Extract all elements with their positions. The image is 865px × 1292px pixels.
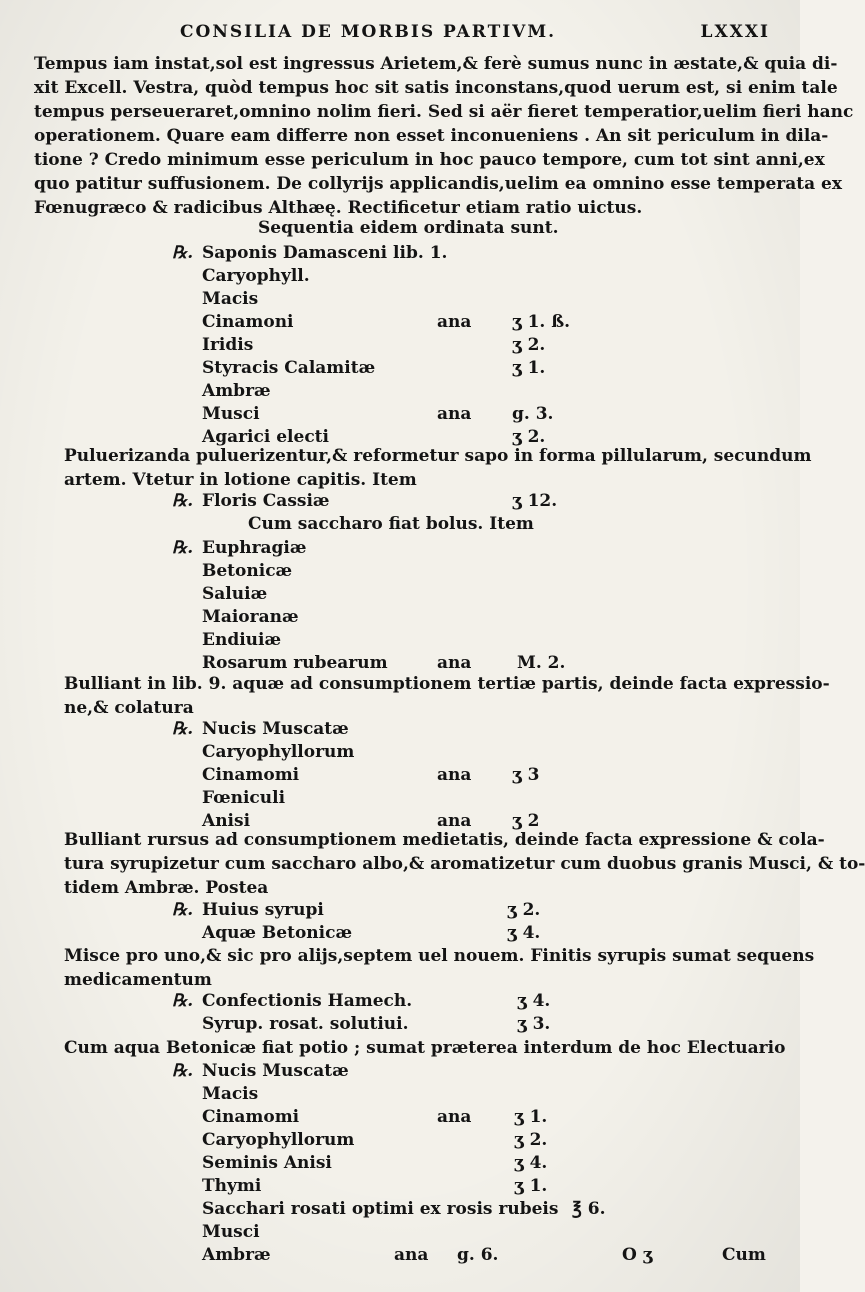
text-line: tione ? Credo minimum esse periculum in hoc pauco tempore, cum tot sint anni,ex <box>34 150 825 170</box>
text-line: Bulliant rursus ad consumptionem medietatis, deinde facta expressione & cola- <box>64 830 825 850</box>
recipe-row <box>172 922 732 945</box>
ingredient: Styracis Calamitæ <box>202 358 376 378</box>
ingredient: Thymi <box>202 1176 262 1196</box>
ingredient: Fœniculi <box>202 788 286 808</box>
text-line: medicamentum <box>64 970 212 990</box>
text-line: artem. Vtetur in lotione capitis. Item <box>64 470 417 490</box>
text-line: Tempus iam instat,sol est ingressus Arietem,& ferè sumus nunc in æstate,& quia di- <box>34 54 838 74</box>
ingredient: Aquæ Betonicæ <box>202 923 353 943</box>
paragraph-misce <box>64 944 815 992</box>
ingredient: Anisi <box>202 811 251 831</box>
ingredient: Rosarum rubearum <box>202 653 388 673</box>
ingredient: Caryophyllorum <box>202 1130 355 1150</box>
ana-marker: ana <box>437 765 472 785</box>
recipe-row <box>172 1244 732 1267</box>
recipe-row <box>172 1013 732 1036</box>
ingredient: Caryophyllorum <box>202 742 355 762</box>
ingredient: Endiuiæ <box>202 630 282 650</box>
recipe-row <box>172 1106 732 1129</box>
quantity: ʒ 2. <box>514 1130 548 1150</box>
show-through-texture <box>70 262 75 281</box>
quantity: ʒ 12. <box>512 491 558 511</box>
recipe-row <box>172 583 732 606</box>
ingredient: Cinamomi <box>202 1107 300 1127</box>
final-mark: O ʒ <box>622 1245 653 1265</box>
ana-marker: ana <box>437 653 472 673</box>
ingredient: Musci <box>202 1222 260 1242</box>
recipe-symbol: ℞. <box>172 719 194 739</box>
ingredient: Ambræ <box>202 381 271 401</box>
ingredient: Huius syrupi <box>202 900 324 920</box>
paragraph-boiling <box>64 672 830 720</box>
ingredient: Musci <box>202 404 260 424</box>
recipe-1 <box>172 242 732 449</box>
quantity: ʒ 1. <box>514 1176 548 1196</box>
ana-marker: ana <box>394 1245 429 1265</box>
text-line: Cum aqua Betonicæ fiat potio ; sumat præterea interdum de hoc Electuario <box>64 1038 786 1058</box>
ingredient: Maioranæ <box>202 607 299 627</box>
running-title: CONSILIA DE MORBIS PARTIVM. <box>180 22 557 42</box>
recipe-row <box>172 311 732 334</box>
recipe-row <box>172 1060 732 1083</box>
recipe-row <box>172 490 732 513</box>
text-line: tempus perseueraret,omnino nolim fieri. Sed si aër fieret temperatior,uelim fieri hanc <box>34 102 854 122</box>
quantity: ʒ 1. <box>512 358 546 378</box>
quantity: ʒ 1. ß. <box>512 312 571 332</box>
recipe-symbol: ℞. <box>172 491 194 511</box>
ingredient: Seminis Anisi <box>202 1153 332 1173</box>
recipe-symbol: ℞. <box>172 538 194 558</box>
recipe-row <box>172 764 732 787</box>
recipe-symbol: ℞. <box>172 991 194 1011</box>
text-line: Puluerizanda puluerizentur,& reformetur sapo in forma pillularum, secundum <box>64 446 812 466</box>
ingredient: Confectionis Hamech. <box>202 991 413 1011</box>
quantity: ℥ 6. <box>572 1199 606 1219</box>
quantity: ʒ 2 <box>512 811 540 831</box>
ana-marker: ana <box>437 1107 472 1127</box>
recipe-row <box>172 380 732 403</box>
recipe-row <box>172 1083 732 1106</box>
quantity: ʒ 2. <box>512 335 546 355</box>
text-line: operationem. Quare eam differre non esset inconueniens . An sit periculum in dila- <box>34 126 829 146</box>
recipe-row <box>172 288 732 311</box>
recipe-row <box>172 560 732 583</box>
quantity: ʒ 2. <box>512 427 546 447</box>
recipe-row <box>172 357 732 380</box>
recipe-7 <box>172 1060 732 1267</box>
recipe-5 <box>172 899 732 945</box>
ingredient: Nucis Muscatæ <box>202 1061 349 1081</box>
page-header <box>180 22 770 46</box>
text-line: Fœnugræco & radicibus Althæę. Rectificetur etiam ratio uictus. <box>34 198 643 218</box>
ingredient: Betonicæ <box>202 561 293 581</box>
quantity: ʒ 4. <box>507 923 541 943</box>
catchword: Cum <box>722 1245 766 1265</box>
recipe-row <box>172 629 732 652</box>
recipe-row <box>172 242 732 265</box>
ingredient: Floris Cassiæ <box>202 491 330 511</box>
quantity: ʒ 3 <box>512 765 540 785</box>
recipe-row <box>172 1221 732 1244</box>
recipe-symbol: ℞. <box>172 900 194 920</box>
ingredient: Macis <box>202 289 259 309</box>
quantity: M. 2. <box>517 653 566 673</box>
ingredient: Sacchari rosati optimi ex rosis rubeis <box>202 1199 559 1219</box>
bolus-line: Cum saccharo fiat bolus. Item <box>248 514 534 534</box>
recipe-6 <box>172 990 732 1036</box>
recipe-row <box>172 606 732 629</box>
recipe-row <box>172 1129 732 1152</box>
recipe-row <box>172 718 732 741</box>
quantity: ʒ 4. <box>514 1153 548 1173</box>
ingredient: Ambræ <box>202 1245 271 1265</box>
text-line: tidem Ambræ. Postea <box>64 878 269 898</box>
quantity: ʒ 2. <box>507 900 541 920</box>
ingredient: Nucis Muscatæ <box>202 719 349 739</box>
ingredient: Cinamoni <box>202 312 294 332</box>
ingredient: Euphragiæ <box>202 538 307 558</box>
recipe-row <box>172 265 732 288</box>
folio-number: LXXXI <box>700 22 770 42</box>
ana-marker: ana <box>437 811 472 831</box>
recipe-row <box>172 334 732 357</box>
ingredient: Saponis Damasceni lib. 1. <box>202 243 448 263</box>
recipe-row <box>172 403 732 426</box>
recipe-row <box>172 787 732 810</box>
ana-marker: ana <box>437 312 472 332</box>
recipe-row <box>172 1198 732 1221</box>
ana-marker: ana <box>437 404 472 424</box>
section-heading: Sequentia eidem ordinata sunt. <box>258 218 559 238</box>
recipe-row <box>172 1152 732 1175</box>
recipe-symbol: ℞. <box>172 243 194 263</box>
text-line: ne,& colatura <box>64 698 194 718</box>
quantity: ʒ 4. <box>517 991 551 1011</box>
paragraph-syrup <box>64 828 865 900</box>
ingredient: Caryophyll. <box>202 266 310 286</box>
paragraph-instructions <box>64 444 812 492</box>
recipe-row <box>172 899 732 922</box>
ingredient: Syrup. rosat. solutiui. <box>202 1014 409 1034</box>
quantity: g. 6. <box>457 1245 499 1265</box>
quantity: ʒ 3. <box>517 1014 551 1034</box>
text-line: Bulliant in lib. 9. aquæ ad consumptionem tertiæ partis, deinde facta expressio- <box>64 674 830 694</box>
ingredient: Saluiæ <box>202 584 268 604</box>
text-line: quo patitur suffusionem. De collyrijs applicandis,uelim ea omnino esse temperata ex <box>34 174 842 194</box>
recipe-3 <box>172 537 732 675</box>
quantity: g. 3. <box>512 404 554 424</box>
recipe-row <box>172 1175 732 1198</box>
text-line: Misce pro uno,& sic pro alijs,septem uel nouem. Finitis syrupis sumat sequens <box>64 946 815 966</box>
recipe-2 <box>172 490 732 513</box>
recipe-4 <box>172 718 732 833</box>
paragraph-potio <box>64 1036 786 1060</box>
paragraph-opening <box>34 52 854 220</box>
recipe-symbol: ℞. <box>172 1061 194 1081</box>
text-line: xit Excell. Vestra, quòd tempus hoc sit satis inconstans,quod uerum est, si enim tale <box>34 78 838 98</box>
recipe-row <box>172 990 732 1013</box>
ingredient: Macis <box>202 1084 259 1104</box>
ingredient: Iridis <box>202 335 254 355</box>
recipe-row <box>172 741 732 764</box>
ingredient: Cinamomi <box>202 765 300 785</box>
ingredient: Agarici electi <box>202 427 329 447</box>
recipe-row <box>172 537 732 560</box>
text-line: tura syrupizetur cum saccharo albo,& aromatizetur cum duobus granis Musci, & to- <box>64 854 865 874</box>
quantity: ʒ 1. <box>514 1107 548 1127</box>
